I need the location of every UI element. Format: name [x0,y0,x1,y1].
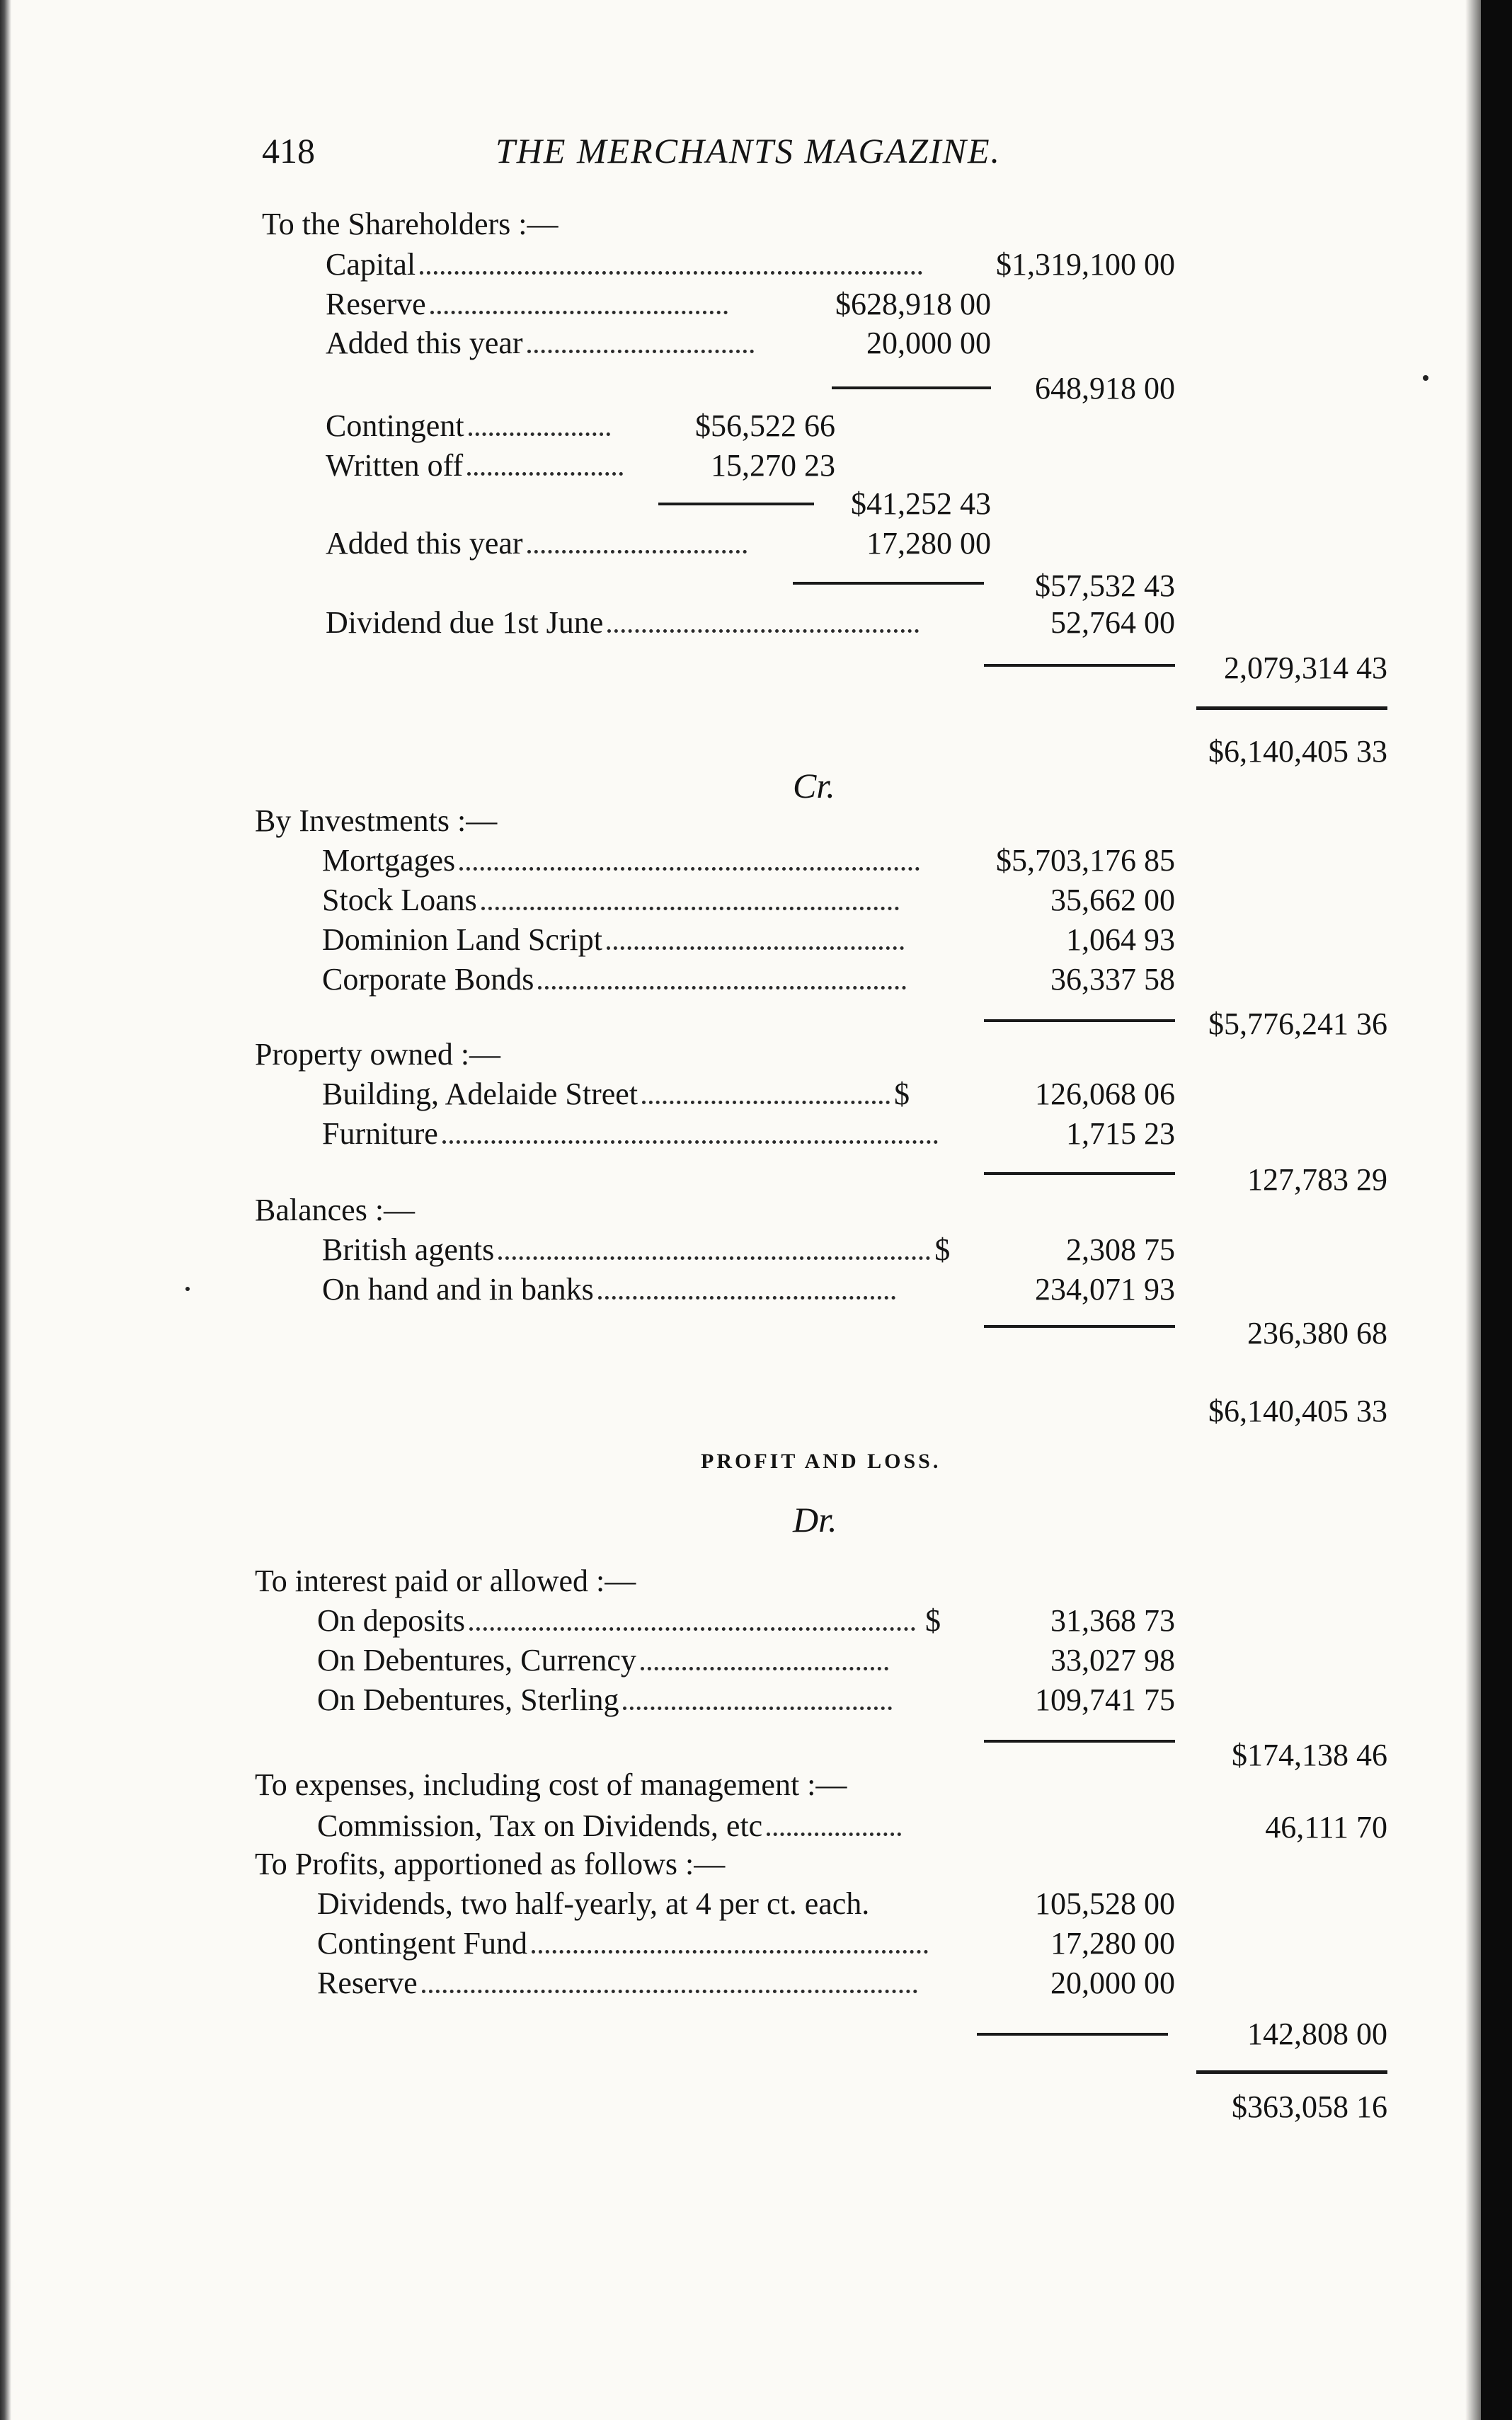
contingent-added-amount: 17,280 00 [866,526,991,561]
subtotal-rule [984,1019,1175,1022]
debentures-currency-label: On Debentures, Currency [317,1645,888,1676]
credit-heading: Cr. [793,766,835,805]
ink-speck [185,1287,190,1291]
furniture-amount: 1,715 23 [1066,1116,1175,1151]
pl-reserve-amount: 20,000 00 [1050,1966,1175,2000]
profit-loss-heading: PROFIT AND LOSS. [701,1450,941,1473]
property-total: 127,783 29 [1247,1162,1387,1197]
written-off-label: Written off [326,450,623,481]
subtotal-rule [793,582,984,585]
assets-grand-total: $6,140,405 33 [1208,1394,1387,1428]
liabilities-grand-total: $6,140,405 33 [1208,734,1387,769]
total-rule [1196,706,1387,710]
running-title: THE MERCHANTS MAGAZINE. [496,131,1002,171]
interest-heading: To interest paid or allowed :— [255,1564,636,1598]
debentures-currency-amount: 33,027 98 [1050,1643,1175,1678]
ink-speck [1423,375,1428,381]
subtotal-rule [984,1325,1175,1328]
deposits-label: On deposits $ [317,1603,941,1638]
reserve-amount: $628,918 00 [835,287,991,321]
reserve-label: Reserve [326,289,728,320]
total-rule [1196,2070,1387,2074]
contingent-net: $41,252 43 [851,486,991,521]
subtotal-rule [984,1740,1175,1743]
property-heading: Property owned :— [255,1037,501,1072]
expenses-heading: To expenses, including cost of management :— [255,1767,847,1802]
page-number: 418 [262,131,315,171]
debentures-sterling-label: On Debentures, Sterling [317,1685,892,1716]
stock-loans-label: Stock Loans [322,885,899,916]
reserve-added-label: Added this year [326,328,754,359]
dividend-label: Dividend due 1st June [326,607,919,638]
contingent-amount: $56,522 66 [695,408,835,443]
subtotal-rule [984,1172,1175,1175]
interest-total: $174,138 46 [1232,1738,1387,1772]
page-edge-left [0,0,11,2420]
capital-label: Capital [326,249,922,280]
mortgages-amount: $5,703,176 85 [996,843,1175,878]
british-agents-amount: 2,308 75 [1066,1232,1175,1267]
investments-total: $5,776,241 36 [1208,1007,1387,1041]
contingent-fund-label: Contingent Fund [317,1928,928,1959]
on-hand-amount: 234,071 93 [1035,1272,1175,1307]
reserve-added-amount: 20,000 00 [866,326,991,360]
profit-loss-grand-total: $363,058 16 [1232,2089,1387,2124]
shareholders-heading: To the Shareholders :— [262,207,559,241]
mortgages-label: Mortgages [322,845,920,876]
british-agents-label: British agents $ [322,1232,951,1267]
balances-heading: Balances :— [255,1193,416,1227]
contingent-label: Contingent [326,411,610,442]
page-edge-right [1481,0,1512,2420]
profits-total: 142,808 00 [1247,2017,1387,2051]
debit-heading: Dr. [793,1500,837,1539]
stock-loans-amount: 35,662 00 [1050,883,1175,917]
commission-label: Commission, Tax on Dividends, etc [317,1811,901,1842]
shareholders-section-total: 2,079,314 43 [1224,650,1387,685]
dividends-label: Dividends, two half-yearly, at 4 per ct. each. [317,1886,870,1921]
investments-heading: By Investments :— [255,803,498,838]
furniture-label: Furniture [322,1118,938,1149]
contingent-total: $57,532 43 [1035,568,1175,603]
profits-heading: To Profits, apportioned as follows :— [255,1847,726,1881]
subtotal-rule [977,2033,1168,2036]
debentures-sterling-amount: 109,741 75 [1035,1682,1175,1717]
on-hand-label: On hand and in banks [322,1274,895,1305]
dividend-amount: 52,764 00 [1050,605,1175,640]
deposits-amount: 31,368 73 [1050,1603,1175,1638]
commission-amount: 46,111 70 [1265,1810,1387,1845]
contingent-added-label: Added this year [326,528,747,559]
contingent-fund-amount: 17,280 00 [1050,1926,1175,1961]
dividends-amount: 105,528 00 [1035,1886,1175,1921]
corporate-bonds-label: Corporate Bonds [322,964,906,995]
pl-reserve-label: Reserve [317,1968,917,1999]
building-amount: 126,068 06 [1035,1077,1175,1111]
balances-total: 236,380 68 [1247,1316,1387,1351]
capital-amount: $1,319,100 00 [996,247,1175,282]
land-script-label: Dominion Land Script [322,924,904,956]
land-script-amount: 1,064 93 [1066,922,1175,957]
written-off-amount: 15,270 23 [711,448,835,483]
building-label: Building, Adelaide Street $ [322,1077,910,1111]
corporate-bonds-amount: 36,337 58 [1050,962,1175,997]
subtotal-rule [984,664,1175,667]
reserve-total: 648,918 00 [1035,371,1175,406]
